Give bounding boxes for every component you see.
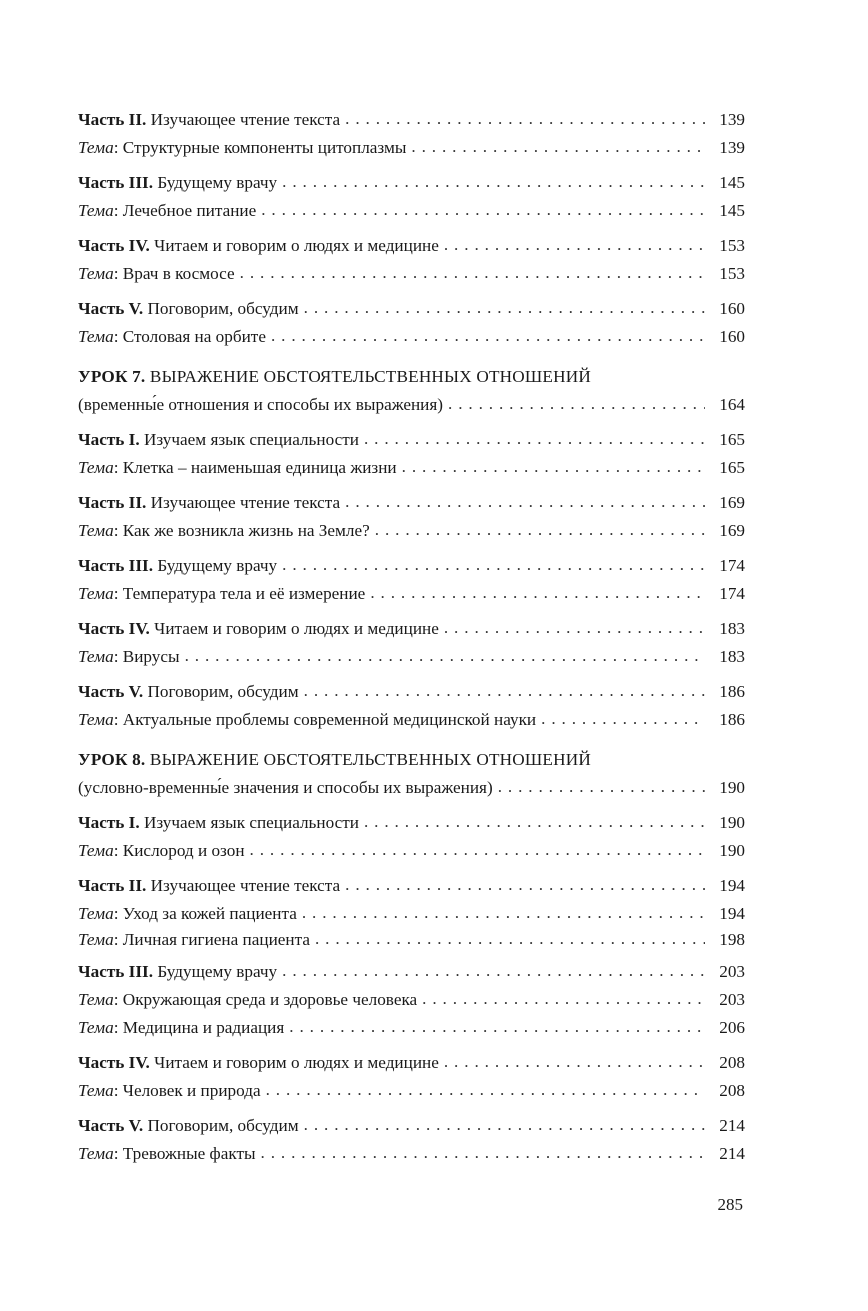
- page-ref: 164: [719, 395, 745, 414]
- dot-leader: [271, 322, 705, 350]
- toc-entry-part[interactable]: Часть III. Будущему врачу . . . 203: [78, 958, 745, 986]
- toc-lesson-heading[interactable]: УРОК 7. ВЫРАЖЕНИЕ ОБСТОЯТЕЛЬСТВЕННЫХ ОТНОШЕНИЙ: [78, 367, 591, 386]
- page-ref: 183: [719, 647, 745, 666]
- dot-leader: [345, 871, 705, 899]
- toc-entry-part[interactable]: Часть V. Поговорим, обсудим . . . 214: [78, 1112, 745, 1140]
- dot-leader: [448, 390, 705, 418]
- page-ref: 208: [719, 1081, 745, 1100]
- toc-lesson-heading[interactable]: УРОК 8. ВЫРАЖЕНИЕ ОБСТОЯТЕЛЬСТВЕННЫХ ОТНОШЕНИЙ: [78, 750, 591, 769]
- page-ref: 183: [719, 619, 745, 638]
- toc-entry-part[interactable]: Часть I. Изучаем язык специальности . . . 165: [78, 426, 745, 454]
- page-ref: 186: [719, 710, 745, 729]
- toc-entry-part[interactable]: Часть IV. Читаем и говорим о людях и медицине . . . 153: [78, 232, 745, 260]
- page-ref: 214: [719, 1116, 745, 1135]
- dot-leader: [541, 705, 705, 733]
- toc-entry-topic[interactable]: Тема: Человек и природа . . . 208: [78, 1077, 745, 1105]
- dot-leader: [370, 579, 705, 607]
- page-number: 285: [717, 1195, 743, 1214]
- table-of-contents: [78, 106, 745, 1168]
- page-ref: 198: [719, 930, 745, 949]
- dot-leader: [282, 551, 705, 579]
- page-ref: 139: [719, 110, 745, 129]
- toc-entry-part[interactable]: Часть I. Изучаем язык специальности . . . 190: [78, 809, 745, 837]
- page-ref: 208: [719, 1053, 745, 1072]
- dot-leader: [266, 1076, 705, 1104]
- dot-leader: [240, 259, 705, 287]
- toc-entry-part[interactable]: Часть II. Изучающее чтение текста . . . 139: [78, 106, 745, 134]
- page-ref: 194: [719, 904, 745, 923]
- toc-entry-part[interactable]: Часть II. Изучающее чтение текста . . . 169: [78, 489, 745, 517]
- page-ref: 190: [719, 813, 745, 832]
- dot-leader: [444, 231, 705, 259]
- dot-leader: [345, 488, 705, 516]
- dot-leader: [304, 1111, 705, 1139]
- page-ref: 160: [719, 327, 745, 346]
- toc-entry-topic[interactable]: Тема: Медицина и радиация . . . 206: [78, 1014, 745, 1042]
- toc-entry-topic[interactable]: Тема: Температура тела и её измерение . . . 174: [78, 580, 745, 608]
- dot-leader: [364, 425, 705, 453]
- page-ref: 190: [719, 841, 745, 860]
- page-ref: 139: [719, 138, 745, 157]
- toc-entry-topic[interactable]: Тема: Лечебное питание . . . 145: [78, 197, 745, 225]
- toc-entry-topic[interactable]: Тема: Структурные компоненты цитоплазмы . . . 139: [78, 134, 745, 162]
- page-ref: 145: [719, 173, 745, 192]
- page-ref: 153: [719, 264, 745, 283]
- page-ref: 203: [719, 990, 745, 1009]
- page-ref: 186: [719, 682, 745, 701]
- page-ref: 160: [719, 299, 745, 318]
- dot-leader: [302, 899, 705, 927]
- page-ref: 190: [719, 778, 745, 797]
- toc-entry-topic[interactable]: Тема: Окружающая среда и здоровье человека . . . 203: [78, 986, 745, 1014]
- page-ref: 203: [719, 962, 745, 981]
- page-ref: 169: [719, 521, 745, 540]
- page-ref: 214: [719, 1144, 745, 1163]
- page-ref: 194: [719, 876, 745, 895]
- dot-leader: [402, 453, 705, 481]
- page-ref: 145: [719, 201, 745, 220]
- page-ref: 206: [719, 1018, 745, 1037]
- dot-leader: [304, 677, 705, 705]
- dot-leader: [444, 614, 705, 642]
- page-ref: 174: [719, 556, 745, 575]
- page-ref: 165: [719, 458, 745, 477]
- toc-entry-part[interactable]: Часть IV. Читаем и говорим о людях и медицине . . . 183: [78, 615, 745, 643]
- page-ref: 153: [719, 236, 745, 255]
- toc-entry-topic[interactable]: Тема: Кислород и озон . . . 190: [78, 837, 745, 865]
- dot-leader: [185, 642, 705, 670]
- dot-leader: [375, 516, 705, 544]
- page-ref: 165: [719, 430, 745, 449]
- toc-entry-part[interactable]: Часть V. Поговорим, обсудим . . . 186: [78, 678, 745, 706]
- toc-entry-topic[interactable]: Тема: Врач в космосе . . . 153: [78, 260, 745, 288]
- toc-entry-topic[interactable]: Тема: Тревожные факты . . . 214: [78, 1140, 745, 1168]
- dot-leader: [498, 773, 705, 801]
- toc-entry-topic[interactable]: Тема: Столовая на орбите . . . 160: [78, 323, 745, 351]
- dot-leader: [261, 196, 705, 224]
- toc-entry-topic[interactable]: Тема: Как же возникла жизнь на Земле? . . . 169: [78, 517, 745, 545]
- dot-leader: [411, 133, 705, 161]
- dot-leader: [422, 985, 705, 1013]
- dot-leader: [250, 836, 705, 864]
- toc-entry-topic[interactable]: Тема: Актуальные проблемы современной медицинской науки . . . 186: [78, 706, 745, 734]
- dot-leader: [315, 927, 705, 950]
- toc-entry-topic[interactable]: Тема: Вирусы . . . 183: [78, 643, 745, 671]
- toc-entry-topic[interactable]: Тема: Уход за кожей пациента . . . 194: [78, 900, 745, 928]
- dot-leader: [364, 808, 705, 836]
- toc-entry-topic[interactable]: Тема: Личная гигиена пациента . . . 198: [78, 928, 745, 951]
- dot-leader: [261, 1139, 706, 1167]
- toc-entry-part[interactable]: Часть III. Будущему врачу . . . 174: [78, 552, 745, 580]
- page-ref: 174: [719, 584, 745, 603]
- dot-leader: [282, 957, 705, 985]
- toc-entry-part[interactable]: Часть V. Поговорим, обсудим . . . 160: [78, 295, 745, 323]
- dot-leader: [304, 294, 705, 322]
- toc-lesson-subtitle[interactable]: (условно-временны́е значения и способы их выражения) . . . 190: [78, 774, 745, 802]
- toc-entry-topic[interactable]: Тема: Клетка – наименьшая единица жизни . . . 165: [78, 454, 745, 482]
- page-ref: 169: [719, 493, 745, 512]
- toc-entry-part[interactable]: Часть IV. Читаем и говорим о людях и медицине . . . 208: [78, 1049, 745, 1077]
- dot-leader: [345, 105, 705, 133]
- toc-entry-part[interactable]: Часть III. Будущему врачу . . . 145: [78, 169, 745, 197]
- toc-entry-part[interactable]: Часть II. Изучающее чтение текста . . . 194: [78, 872, 745, 900]
- dot-leader: [282, 168, 705, 196]
- dot-leader: [289, 1013, 705, 1041]
- toc-lesson-subtitle[interactable]: (временны́е отношения и способы их выражения) . . . 164: [78, 391, 745, 419]
- dot-leader: [444, 1048, 705, 1076]
